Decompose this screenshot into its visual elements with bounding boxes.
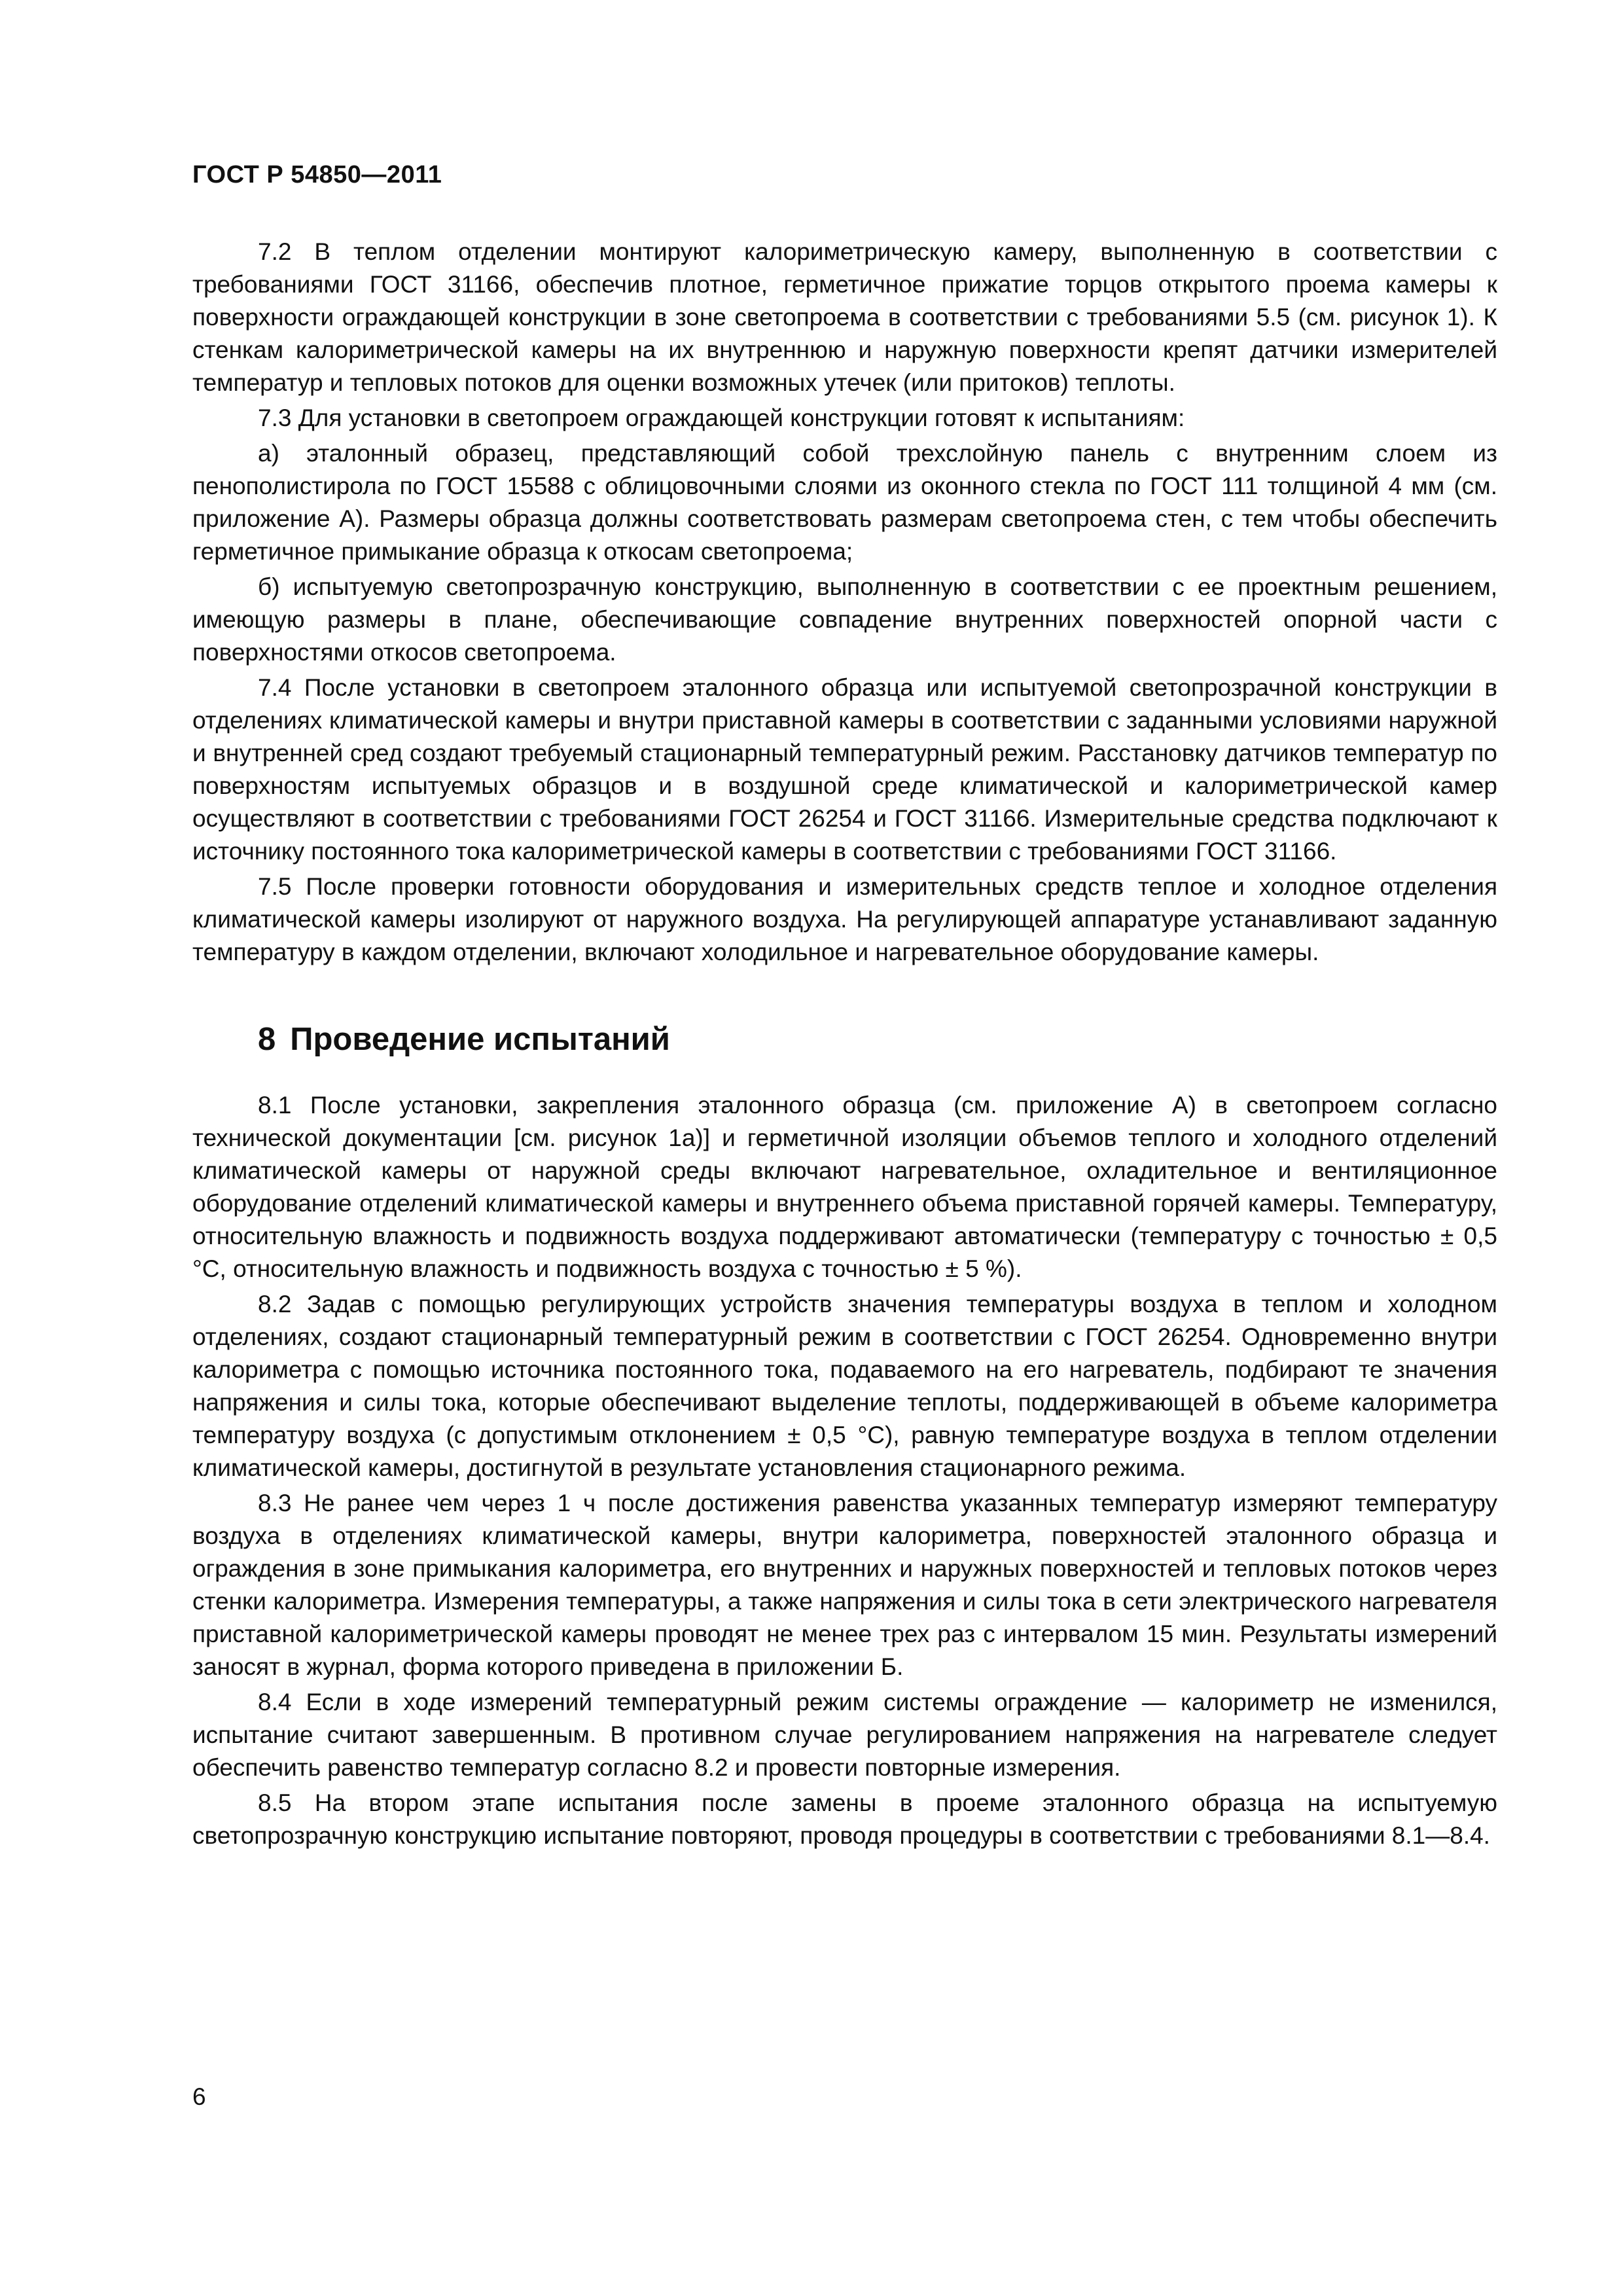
paragraph-8-5: 8.5 На втором этапе испытания после замены в проеме эталонного образца на испытуемую светопрозрачную конструкцию испытание повторяют, проводя процедуры в соответствии с требованиями 8.1—8.4.: [192, 1789, 1497, 1849]
paragraph-7-3-a: а) эталонный образец, представляющий собой трехслойную панель с внутренним слоем из пенополистирола по ГОСТ 15588 с облицовочными слоями из оконного стекла по ГОСТ 111 толщиной 4 мм (см. приложение А). Размеры образца должны соответствовать размерам светопроема стен, с тем чтобы обеспечить герметичное примыкание образца к откосам светопроема;: [192, 440, 1497, 565]
paragraph-7-3-b: б) испытуемую светопрозрачную конструкцию, выполненную в соответствии с ее проектным решением, имеющую размеры в плане, обеспечивающие совпадение внутренних поверхностей опорной части с поверхностями откосов светопроема.: [192, 573, 1497, 666]
section-number: 8: [258, 1022, 276, 1057]
page-number: 6: [192, 2083, 206, 2110]
paragraph-7-3: 7.3 Для установки в светопроем ограждающей конструкции готовят к испытаниям:: [258, 404, 1185, 431]
section-title: Проведение испытаний: [290, 1022, 670, 1057]
paragraph-7-5: 7.5 После проверки готовности оборудования и измерительных средств теплое и холодное отделения климатической камеры изолируют от наружного воздуха. На регулирующей аппаратуре устанавливают заданную температуру в каждом отделении, включают холодильное и нагревательное оборудование камеры.: [192, 873, 1497, 965]
paragraph-8-2: 8.2 Задав с помощью регулирующих устройств значения температуры воздуха в теплом и холодном отделениях, создают стационарный температурный режим в соответствии с ГОСТ 26254. Одновременно внутри калориметра с помощью источника постоянного тока, подаваемого на его нагреватель, подбирают те значения напряжения и силы тока, которые обеспечивают выделение теплоты, поддерживающей в объеме калориметра температуру воздуха (с допустимым отклонением ± 0,5 °С), равную температуре воздуха в теплом отделении климатической камеры, достигнутой в результате установления стационарного режима.: [192, 1291, 1497, 1481]
document-body: [192, 236, 1497, 1855]
paragraph-8-1: 8.1 После установки, закрепления эталонного образца (см. приложение А) в светопроем согласно технической документации [см. рисунок 1а)] и герметичной изоляции объемов теплого и холодного отделений климатической камеры от наружной среды включают нагревательное, охладительное и вентиляционное оборудование отделений климатической камеры и внутреннего объема приставной горячей камеры. Температуру, относительную влажность и подвижность воздуха поддерживают автоматически (температуру с точностью ± 0,5 °С, относительную влажность и подвижность воздуха с точностью ± 5 %).: [192, 1092, 1497, 1282]
section-heading-8: [258, 1020, 1497, 1059]
paragraph-8-3: 8.3 Не ранее чем через 1 ч после достижения равенства указанных температур измеряют температуру воздуха в отделениях климатической камеры, внутри калориметра, поверхностей эталонного образца и ограждения в зоне примыкания калориметра, его внутренних и наружных поверхностей и тепловых потоков через стенки калориметра. Измерения температуры, а также напряжения и силы тока в сети электрического нагревателя приставной калориметрической камеры проводят не менее трех раз с интервалом 15 мин. Результаты измерений заносят в журнал, форма которого приведена в приложении Б.: [192, 1490, 1497, 1680]
paragraph-7-4: 7.4 После установки в светопроем эталонного образца или испытуемой светопрозрачной конструкции в отделениях климатической камеры и внутри приставной камеры в соответствии с заданными условиями наружной и внутренней сред создают требуемый стационарный температурный режим. Расстановку датчиков температур по поверхностям испытуемых образцов и в воздушной среде климатической и калориметрической камер осуществляют в соответствии с требованиями ГОСТ 26254 и ГОСТ 31166. Измерительные средства подключают к источнику постоянного тока калориметрической камеры в соответствии с требованиями ГОСТ 31166.: [192, 674, 1497, 865]
document-header: ГОСТ Р 54850—2011: [192, 161, 442, 188]
paragraph-7-2: 7.2 В теплом отделении монтируют калориметрическую камеру, выполненную в соответствии с требованиями ГОСТ 31166, обеспечив плотное, герметичное прижатие торцов открытого проема камеры к поверхности ограждающей конструкции в зоне светопроема в соответствии с требованиями 5.5 (см. рисунок 1). К стенкам калориметрической камеры на их внутреннюю и наружную поверхности крепят датчики измерителей температур и тепловых потоков для оценки возможных утечек (или притоков) теплоты.: [192, 238, 1497, 396]
paragraph-8-4: 8.4 Если в ходе измерений температурный режим системы ограждение — калориметр не изменился, испытание считают завершенным. В противном случае регулированием напряжения на нагревателе следует обеспечить равенство температур согласно 8.2 и провести повторные измерения.: [192, 1689, 1497, 1781]
